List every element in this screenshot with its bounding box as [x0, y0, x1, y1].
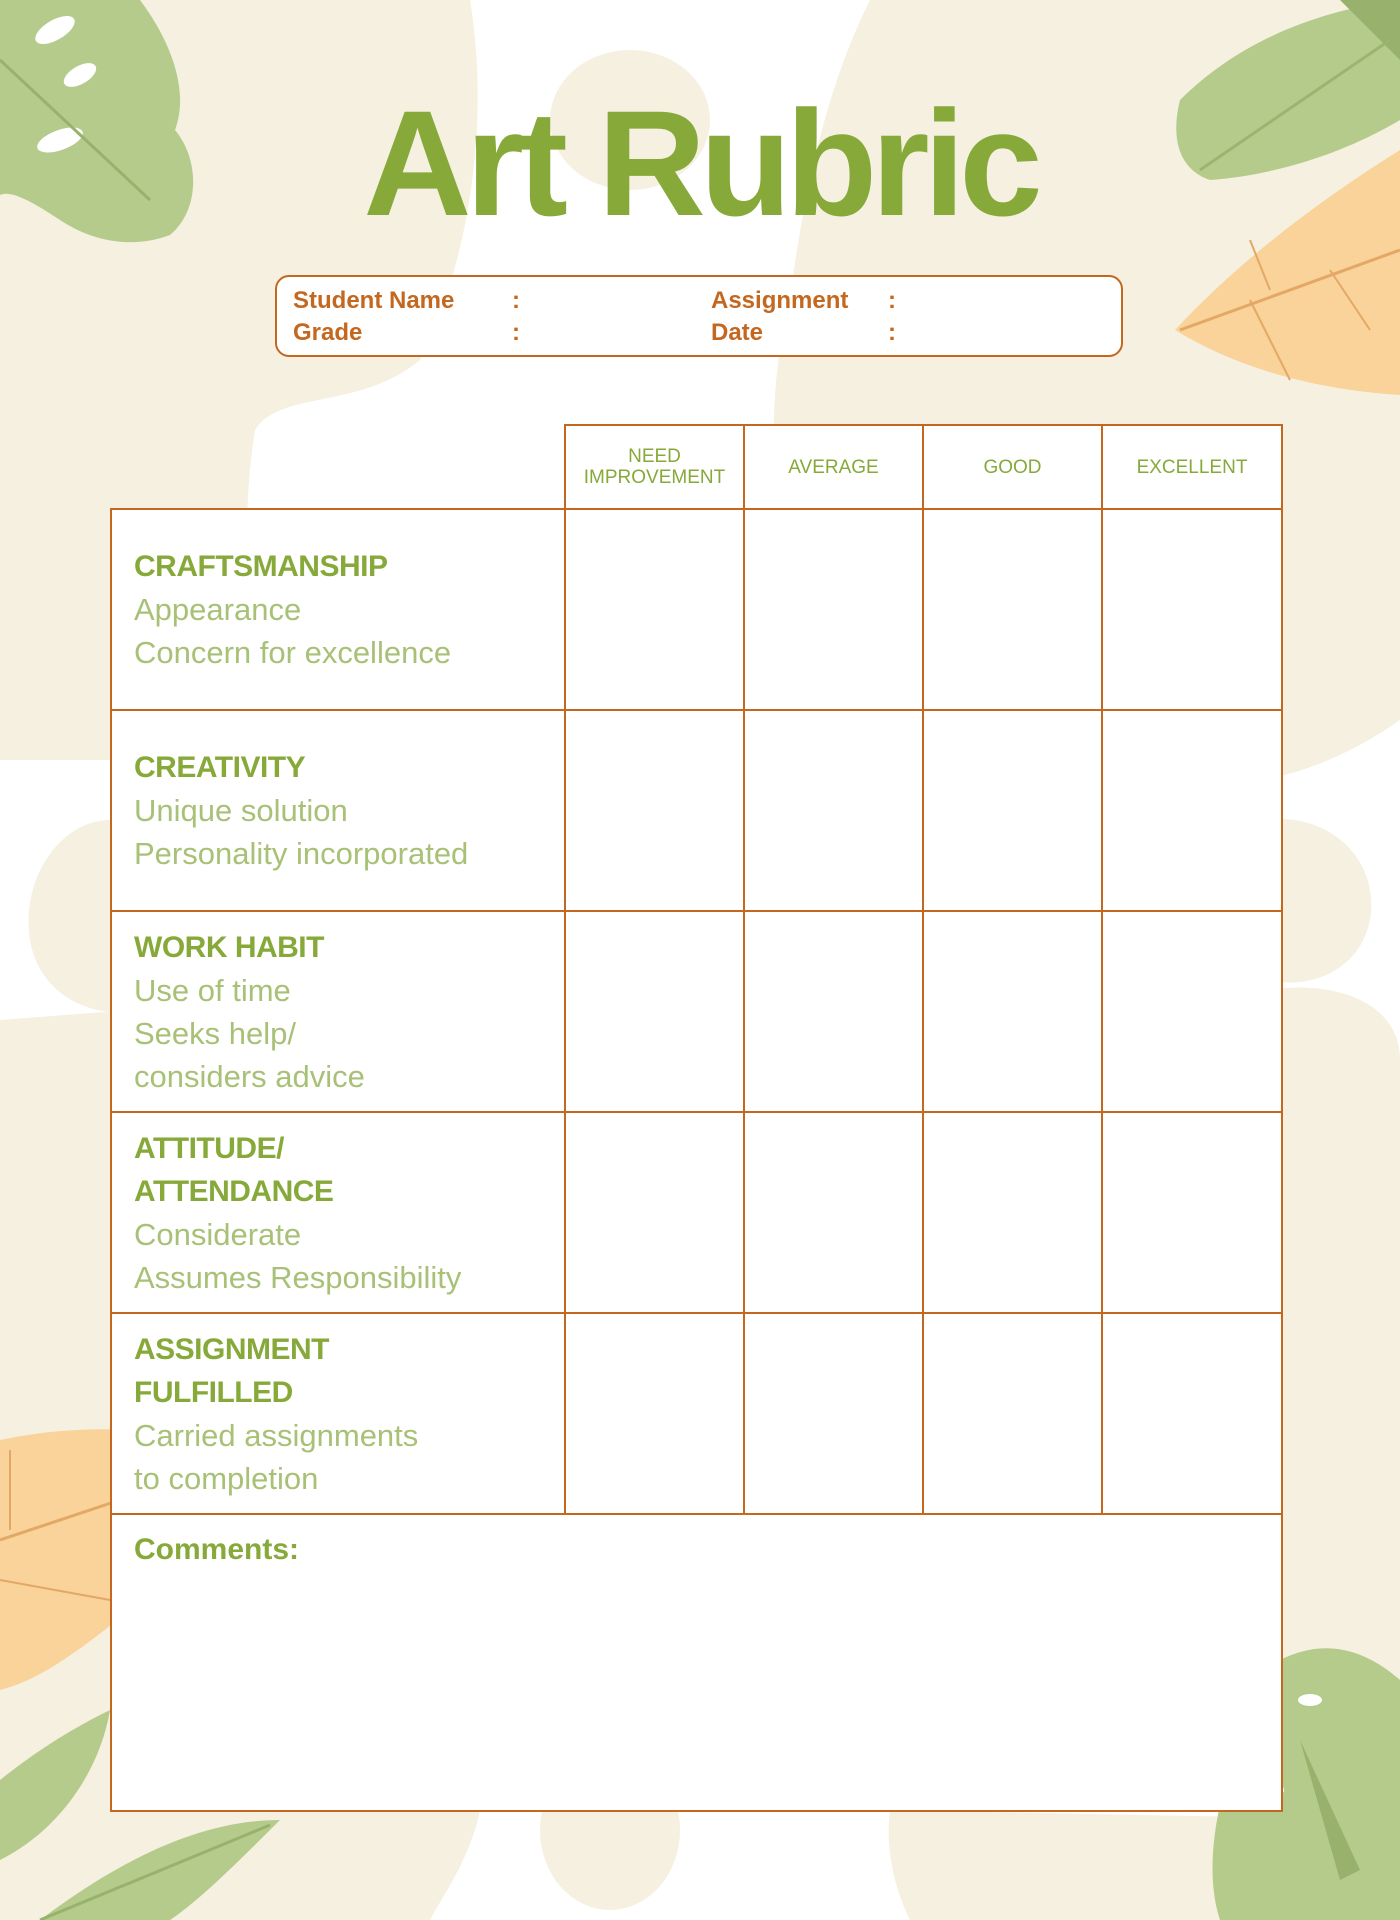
student-info-box	[275, 275, 1123, 357]
score-cell-craftsmanship-need-improvement[interactable]	[564, 508, 745, 711]
criterion-detail: considers advice	[134, 1058, 365, 1094]
column-header-label: EXCELLENT	[1136, 456, 1248, 478]
column-header-good	[922, 424, 1103, 510]
assignment-label: Assignment	[711, 287, 849, 314]
date-colon: :	[888, 319, 896, 346]
criterion-title: CREATIVITY	[134, 751, 306, 784]
grade-colon: :	[512, 319, 520, 346]
student-name-colon: :	[512, 287, 520, 314]
criterion-detail: Considerate	[134, 1216, 302, 1252]
score-cell-attitude-need-improvement[interactable]	[564, 1111, 745, 1314]
column-header-label: AVERAGE	[788, 456, 879, 478]
column-header-label: GOOD	[983, 456, 1042, 478]
criterion-detail: Assumes Responsibility	[134, 1259, 462, 1295]
date-label: Date	[711, 319, 764, 346]
criterion-detail: Seeks help/	[134, 1015, 296, 1051]
score-cell-creativity-excellent[interactable]	[1101, 709, 1283, 912]
score-cell-work-habit-excellent[interactable]	[1101, 910, 1283, 1113]
score-cell-attitude-excellent[interactable]	[1101, 1111, 1283, 1314]
score-cell-assignment-need-improvement[interactable]	[564, 1312, 745, 1515]
criterion-detail: Use of time	[134, 972, 291, 1008]
score-cell-craftsmanship-excellent[interactable]	[1101, 508, 1283, 711]
score-cell-creativity-good[interactable]	[922, 709, 1103, 912]
criterion-creativity	[110, 709, 566, 912]
score-cell-attitude-average[interactable]	[743, 1111, 924, 1314]
assignment-field[interactable]	[711, 289, 1091, 315]
page-title: Art Rubric	[363, 79, 1037, 247]
score-cell-work-habit-good[interactable]	[922, 910, 1103, 1113]
score-cell-assignment-excellent[interactable]	[1101, 1312, 1283, 1515]
column-header-average	[743, 424, 924, 510]
score-cell-craftsmanship-good[interactable]	[922, 508, 1103, 711]
student-name-field[interactable]	[293, 289, 613, 315]
criterion-title: WORK HABIT	[134, 930, 324, 964]
grade-label: Grade	[293, 319, 363, 346]
criterion-detail: to completion	[134, 1460, 319, 1496]
score-cell-attitude-good[interactable]	[922, 1111, 1103, 1314]
criterion-title: ATTITUDE/ ATTENDANCE	[134, 1131, 334, 1208]
criterion-title: CRAFTSMANSHIP	[134, 550, 388, 583]
score-cell-work-habit-average[interactable]	[743, 910, 924, 1113]
score-cell-assignment-average[interactable]	[743, 1312, 924, 1515]
criterion-title: ASSIGNMENT FULFILLED	[134, 1332, 330, 1409]
criterion-detail: Appearance	[134, 592, 302, 627]
column-header-label: NEED IMPROVEMENT	[583, 446, 726, 488]
score-cell-assignment-good[interactable]	[922, 1312, 1103, 1515]
criterion-detail: Unique solution	[134, 793, 348, 828]
score-cell-work-habit-need-improvement[interactable]	[564, 910, 745, 1113]
criterion-detail: Carried assignments	[134, 1417, 419, 1453]
date-field[interactable]	[711, 321, 1091, 347]
student-name-label: Student Name	[293, 287, 455, 314]
assignment-colon: :	[888, 287, 896, 314]
rubric-table	[110, 424, 1283, 1812]
score-cell-craftsmanship-average[interactable]	[743, 508, 924, 711]
criterion-work-habit	[110, 910, 566, 1113]
comments-box[interactable]	[110, 1513, 1283, 1812]
cream-blob	[1270, 988, 1400, 1680]
score-cell-creativity-need-improvement[interactable]	[564, 709, 745, 912]
criterion-assignment-fulfilled	[110, 1312, 566, 1515]
criterion-craftsmanship	[110, 508, 566, 711]
score-cell-creativity-average[interactable]	[743, 709, 924, 912]
column-header-excellent	[1101, 424, 1283, 510]
criterion-detail: Personality incorporated	[134, 836, 469, 871]
criterion-detail: Concern for excellence	[134, 635, 452, 670]
comments-label: Comments:	[134, 1533, 300, 1566]
grade-field[interactable]	[293, 321, 613, 347]
criterion-attitude-attendance	[110, 1111, 566, 1314]
column-header-need-improvement	[564, 424, 745, 510]
